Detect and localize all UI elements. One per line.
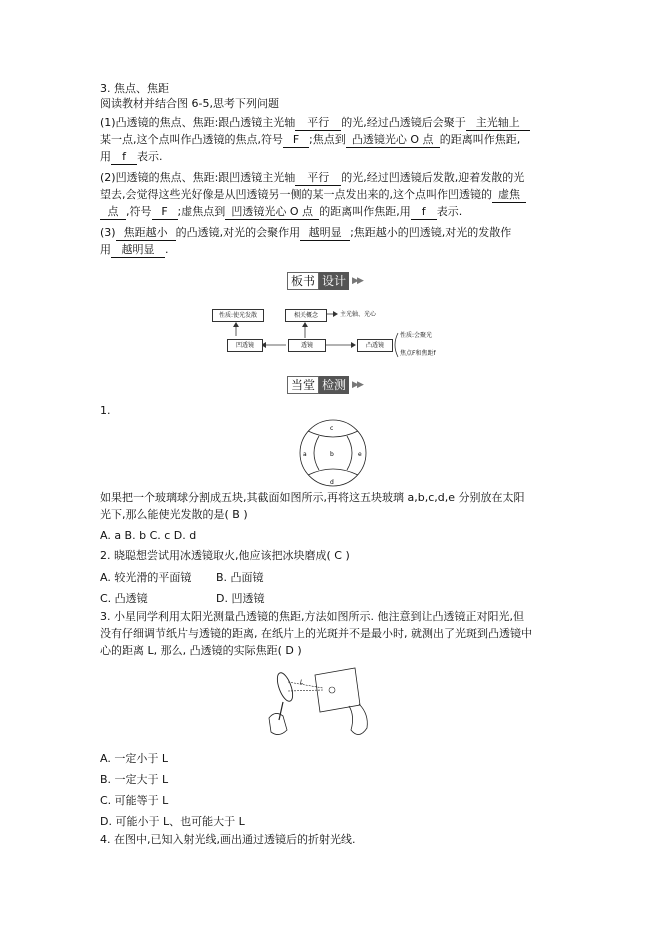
p1-line3: 用 f 表示. — [100, 150, 163, 163]
q3-text-2: 没有仔细调节纸片与透镜的距离, 在纸片上的光斑并不是最小时, 就测出了光斑到凸透镜中 — [100, 627, 532, 640]
blank-virtual-focus: 虚焦 — [492, 188, 526, 203]
double-arrow-icon: ▶▶ — [352, 276, 362, 286]
q3-option-a: A. 一定小于 L — [100, 752, 168, 765]
focal-length-figure — [255, 660, 385, 744]
blank-parallel: 平行 — [295, 116, 341, 131]
label-axis-center: 主光轴、光心 — [340, 311, 377, 318]
q3-option-b: B. 一定大于 L — [100, 773, 169, 786]
blank-f-2: f — [411, 205, 437, 220]
q1-number: 1. — [100, 404, 111, 417]
glass-sphere-figure — [295, 418, 371, 488]
fig-label-c: c — [330, 425, 334, 432]
p1-line1: (1)凸透镜的焦点、焦距:跟凸透镜主光轴 平行 的光,经过凸透镜后会聚于 主光轴上 — [100, 116, 530, 131]
q3-option-c: C. 可能等于 L — [100, 794, 169, 807]
p1-line2: 某一点,这个点叫作凸透镜的焦点,符号 F ;焦点到 凸透镜光心 O 点 的距离叫作焦距, — [100, 133, 521, 146]
section-intro: 阅读教材并结合图 6-5,思考下列问题 — [100, 97, 279, 110]
blank-parallel-2: 平行 — [295, 171, 341, 186]
blank-optical-center-2: 凹透镜光心 O 点 — [225, 205, 319, 220]
blank-more-obvious-2: 越明显 — [111, 243, 165, 258]
quiz-banner: 当堂 检测 ▶▶ — [287, 376, 362, 394]
blank-main-axis: 主光轴上 — [466, 116, 530, 131]
double-arrow-icon: ▶▶ — [352, 380, 362, 390]
p3-line2: 用 越明显 . — [100, 243, 169, 256]
p2-line3: 点 ,符号 F ;虚焦点到 凹透镜光心 O 点 的距离叫作焦距,用 f 表示. — [100, 205, 462, 220]
fig-label-b: b — [330, 451, 334, 458]
q4-text: 4. 在图中,已知入射光线,画出通过透镜后的折射光线. — [100, 833, 356, 846]
blank-more-obvious: 越明显 — [300, 226, 350, 241]
label-focus: 焦点F和焦距f — [400, 350, 436, 357]
q2-option-a: A. 较光滑的平面镜 — [100, 571, 192, 584]
q1-text-1: 如果把一个玻璃球分割成五块,其截面如图所示,再将这五块玻璃 a,b,c,d,e 分别放在太阳 — [100, 491, 525, 504]
p3-line1: (3) 焦距越小 的凸透镜,对光的会聚作用 越明显 ;焦距越小的凹透镜,对光的发散作 — [100, 226, 512, 239]
blank-F-2: F — [152, 205, 178, 220]
q2-option-d: D. 凹透镜 — [216, 592, 265, 605]
blank-shorter-focal: 焦距越小 — [116, 226, 176, 241]
node-lens: 透镜 — [288, 339, 326, 352]
p2-line1: (2)凹透镜的焦点、焦距:跟凹透镜主光轴 平行 的光,经过凹透镜后发散,迎着发散的光 — [100, 171, 525, 184]
node-property-diverge: 性质:使光发散 — [212, 309, 264, 322]
q1-text-2: 光下,那么能使光发散的是( B ) — [100, 508, 248, 521]
p2-line2: 望去,会觉得这些光好像是从凹透镜另一侧的某一点发出来的,这个点叫作凹透镜的 虚焦 — [100, 188, 526, 203]
blank-optical-center: 凸透镜光心 O 点 — [346, 133, 440, 148]
q2-option-c: C. 凸透镜 — [100, 592, 148, 605]
node-concave-lens: 凹透镜 — [227, 339, 263, 352]
blank-F: F — [283, 133, 309, 148]
q1-options: A. a B. b C. c D. d — [100, 529, 197, 542]
fig-label-e: e — [358, 451, 362, 458]
label-property-converge: 性质:会聚光 — [400, 332, 433, 339]
q2-text: 2. 晓聪想尝试用冰透镜取火,他应该把冰块磨成( C ) — [100, 549, 350, 562]
board-design-banner: 板书 设计 ▶▶ — [287, 272, 362, 290]
q3-option-d: D. 可能小于 L、也可能大于 L — [100, 815, 245, 828]
blank-f: f — [111, 150, 137, 165]
fig-label-a: a — [303, 451, 307, 458]
node-concepts: 相关概念 — [285, 309, 327, 322]
fig-label-L: L — [300, 679, 304, 686]
fig-label-d: d — [330, 479, 334, 486]
q2-option-b: B. 凸面镜 — [216, 571, 264, 584]
q3-text-1: 3. 小星同学利用太阳光测量凸透镜的焦距,方法如图所示. 他注意到让凸透镜正对阳光,但 — [100, 610, 524, 623]
q3-text-3: 心的距离 L, 那么, 凸透镜的实际焦距( D ) — [100, 644, 302, 657]
section-heading: 3. 焦点、焦距 — [100, 82, 169, 95]
node-convex-lens: 凸透镜 — [357, 339, 393, 352]
